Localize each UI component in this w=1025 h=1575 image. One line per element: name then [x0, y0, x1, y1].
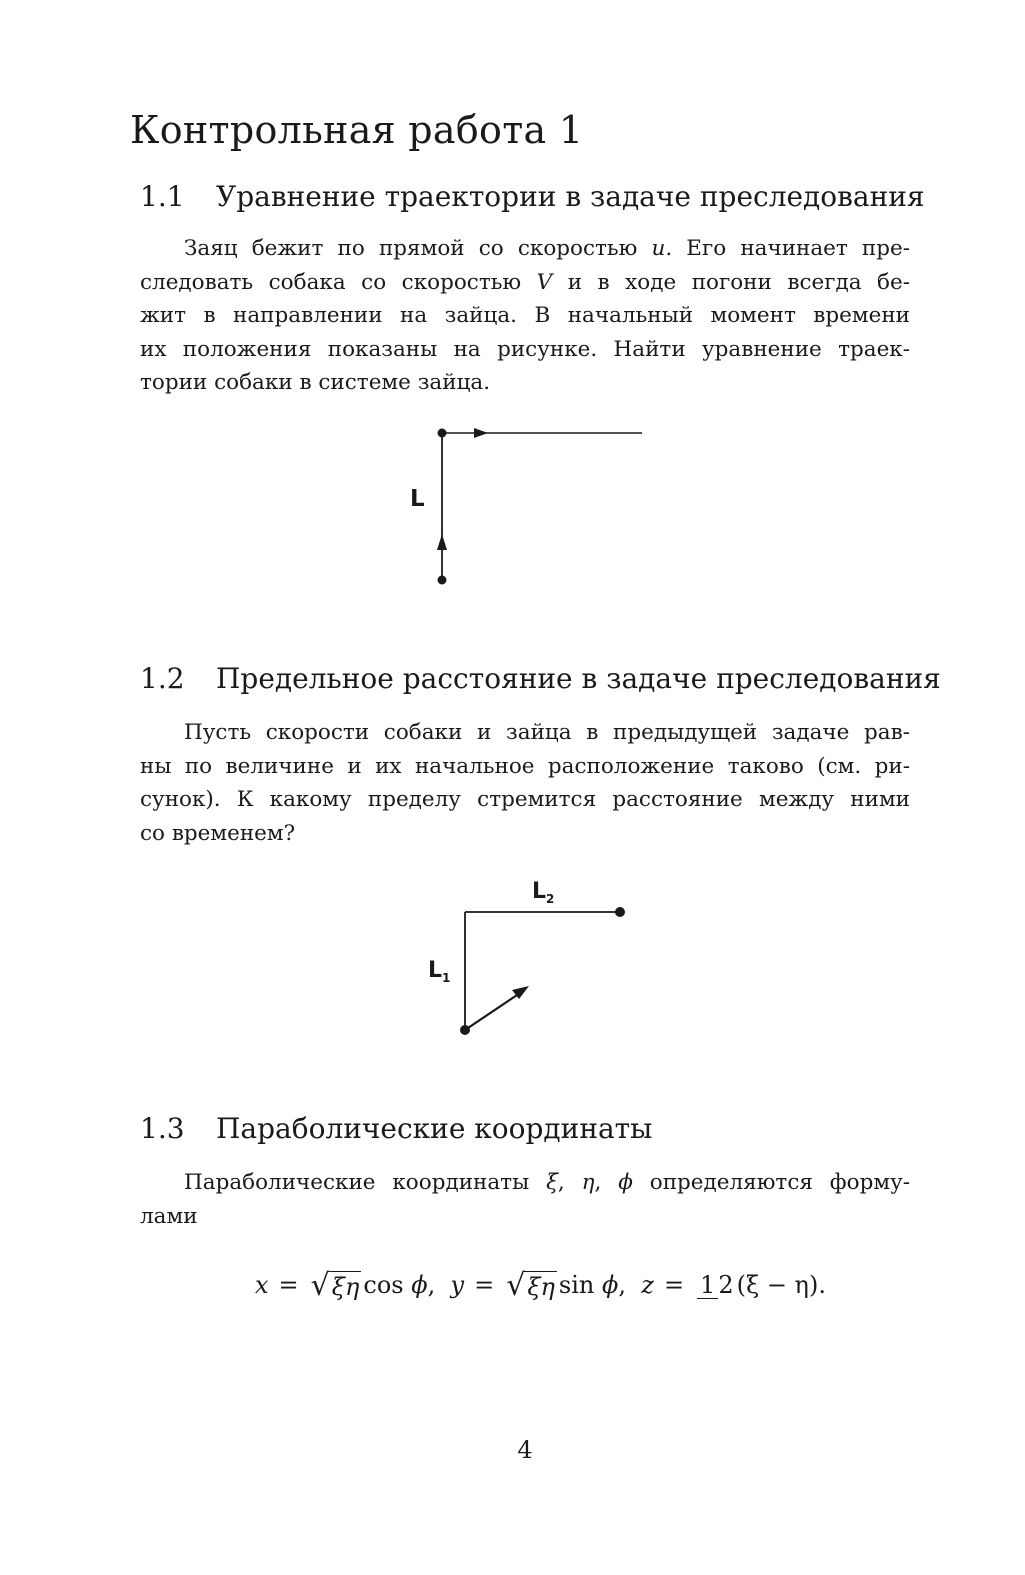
section-1-1-title — [140, 180, 925, 213]
section-1-3-paragraph — [140, 1166, 910, 1233]
figure-pursuit-initial — [380, 410, 670, 600]
parabolic-coordinates-formula: x = √ξη cos ϕ , y = √ξη sin ϕ , z = 1 2 (ξ − η) . — [255, 1268, 826, 1303]
section-title-text: Уравнение траектории в задаче преследования — [216, 180, 925, 213]
vertical-distance-label: $L_1$ — [428, 958, 451, 985]
distance-label: L — [410, 486, 425, 512]
section-1-3-title — [140, 1112, 652, 1145]
section-number: 1.2 — [140, 662, 185, 695]
section-1-2-paragraph — [140, 716, 910, 850]
math-symbol: ξ — [546, 1170, 558, 1195]
sqrt-symbol: √ξη — [310, 1268, 360, 1303]
dog-point — [460, 1025, 470, 1035]
math-symbol: V — [536, 269, 553, 295]
section-1-2-title — [140, 662, 941, 695]
paragraph-line: следовать собака со скоростью V и в ходе погони всегда бе- — [140, 269, 910, 295]
paragraph-line: сунок). К какому пределу стремится расстояние между ними — [140, 787, 910, 812]
hare-point — [615, 907, 625, 917]
paragraph-line: Пусть скорости собаки и зайца в предыдущей задаче рав- — [184, 720, 910, 745]
horizontal-distance-label: $L_2$ — [532, 879, 555, 906]
math-symbol: ϕ — [618, 1170, 633, 1195]
figure-pursuit-equal-speeds — [410, 865, 650, 1045]
dog-velocity-line — [465, 993, 520, 1030]
paragraph-line: Параболические координаты ξ, η, ϕ определяются форму- — [184, 1170, 910, 1195]
math-symbol: u — [651, 236, 666, 261]
paragraph-line: жит в направлении на зайца. В начальный момент времени — [140, 303, 910, 328]
section-1-1-paragraph — [140, 232, 910, 400]
paragraph-line: лами — [140, 1203, 198, 1229]
page-number: 4 — [517, 1436, 533, 1464]
section-title-text: Предельное расстояние в задаче преследования — [216, 662, 941, 695]
paragraph-line: Заяц бежит по прямой со скоростью u. Его начинает пре- — [184, 236, 910, 261]
hare-velocity-arrow — [474, 428, 488, 438]
hare-point — [438, 429, 447, 438]
section-number: 1.3 — [140, 1112, 185, 1145]
chapter-title: Контрольная работа 1 — [130, 108, 584, 152]
math-symbol: η — [581, 1170, 595, 1195]
fraction: 1 2 — [697, 1272, 734, 1299]
paragraph-line: со временем? — [140, 820, 296, 846]
sqrt-symbol: √ξη — [506, 1268, 555, 1303]
section-number: 1.1 — [140, 180, 185, 213]
paragraph-line: тории собаки в системе зайца. — [140, 370, 491, 395]
paragraph-line: ны по величине и их начальное расположение таково (см. ри- — [140, 753, 910, 779]
dog-velocity-arrow — [437, 534, 447, 550]
paragraph-line: их положения показаны на рисунке. Найти уравнение траек- — [140, 336, 910, 362]
dog-point — [438, 576, 447, 585]
section-title-text: Параболические координаты — [216, 1112, 653, 1145]
